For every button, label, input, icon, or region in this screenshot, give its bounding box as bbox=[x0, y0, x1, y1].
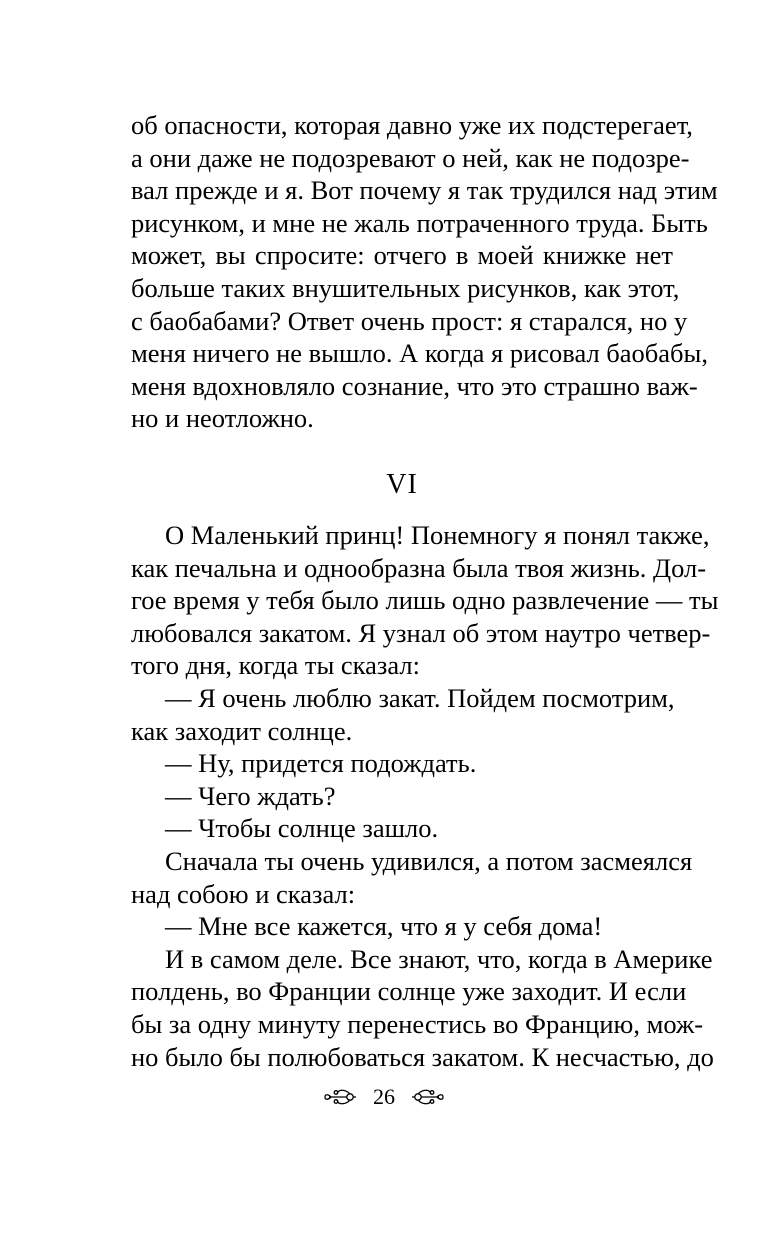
text-line: над собою и сказал: bbox=[131, 878, 356, 909]
text-line: меня ничего не вышло. А когда я рисовал баобабы, bbox=[131, 338, 708, 369]
page-number: 26 bbox=[373, 1084, 395, 1109]
text-line: любовался закатом. Я узнал об этом наутро четвер- bbox=[131, 617, 711, 648]
dialogue-line: — Чтобы солнце зашло. bbox=[165, 813, 439, 844]
text-line: Сначала ты очень удивился, а потом засмеялся bbox=[165, 845, 693, 876]
text-line: рисунком, и мне не жаль потраченного труда. Быть bbox=[131, 207, 708, 238]
dialogue-line: — Ну, придется подождать. bbox=[165, 748, 477, 779]
text-line: гое время у тебя было лишь одно развлечение — ты bbox=[131, 585, 719, 616]
page-footer bbox=[0, 1082, 768, 1112]
text-line: вал прежде и я. Вот почему я так трудился над этим bbox=[131, 175, 718, 206]
dialogue-line: — Я очень люблю закат. Пойдем посмотрим, bbox=[165, 682, 675, 713]
text-line: И в самом деле. Все знают, что, когда в Америке bbox=[165, 943, 713, 974]
text-line: а они даже не подозревают о ней, как не подозре- bbox=[131, 142, 690, 173]
chapter-body bbox=[131, 519, 719, 1073]
text-line: полдень, во Франции солнце уже заходит. И если bbox=[131, 976, 687, 1007]
text-line: меня вдохновляло сознание, что это страшно важ- bbox=[131, 370, 698, 401]
text-line: бы за одну минуту перенестись во Францию, мож- bbox=[131, 1008, 704, 1039]
paragraph-continuation bbox=[131, 109, 718, 435]
dialogue-line: — Чего ждать? bbox=[165, 780, 336, 811]
dialogue-line: — Мне все кажется, что я у себя дома! bbox=[165, 911, 603, 942]
text-line: об опасности, которая давно уже их подстерегает, bbox=[131, 110, 693, 140]
text-line: может, вы спросите: отчего в моей книжке нет bbox=[131, 240, 673, 271]
text-line: но и неотложно. bbox=[131, 403, 314, 434]
text-line: больше таких внушительных рисунков, как этот, bbox=[131, 272, 680, 303]
flourish-ornament-icon bbox=[323, 1086, 359, 1108]
chapter-heading: VI bbox=[386, 469, 418, 500]
flourish-ornament-icon bbox=[409, 1086, 445, 1108]
text-line: О Маленький принц! Понемногу я понял также, bbox=[165, 520, 710, 550]
text-line: но было бы полюбоваться закатом. К несчастью, до bbox=[131, 1041, 714, 1072]
text-line: как заходит солнце. bbox=[131, 715, 353, 746]
text-line: как печальна и однообразна была твоя жизнь. Дол- bbox=[131, 552, 707, 583]
text-line: с баобабами? Ответ очень прост: я старался, но у bbox=[131, 305, 688, 336]
text-line: того дня, когда ты сказал: bbox=[131, 650, 420, 681]
